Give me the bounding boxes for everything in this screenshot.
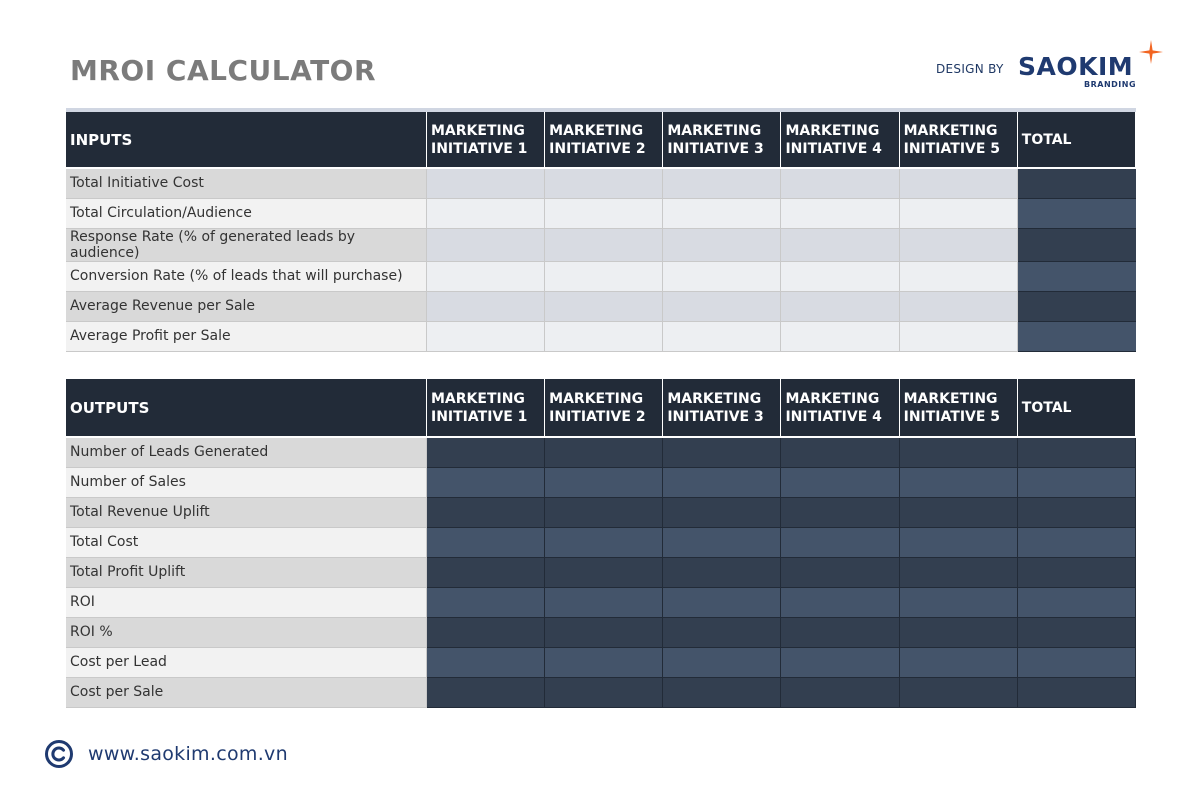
inputs-cell-mi5[interactable]	[899, 198, 1017, 228]
outputs-header-row	[66, 379, 1136, 437]
outputs-row	[66, 467, 1136, 497]
star-icon	[1139, 40, 1163, 64]
outputs-header-label: OUTPUTS	[66, 379, 427, 437]
inputs-row-label: Total Circulation/Audience	[66, 198, 427, 228]
inputs-cell-mi4[interactable]	[781, 261, 899, 291]
inputs-cell-total[interactable]	[1017, 261, 1135, 291]
outputs-cell-mi5[interactable]	[899, 467, 1017, 497]
outputs-row-label: ROI	[66, 587, 427, 617]
outputs-row-label: Cost per Sale	[66, 677, 427, 707]
outputs-cell-mi3[interactable]	[663, 587, 781, 617]
outputs-cell-total[interactable]	[1017, 527, 1135, 557]
outputs-cell-total[interactable]	[1017, 617, 1135, 647]
inputs-row-label: Response Rate (% of generated leads by audience)	[66, 228, 427, 261]
outputs-row-label: Total Cost	[66, 527, 427, 557]
outputs-header-mi5: MARKETING INITIATIVE 5	[899, 379, 1017, 437]
outputs-row	[66, 437, 1136, 467]
outputs-cell-mi5[interactable]	[899, 527, 1017, 557]
design-by-label: DESIGN BY	[936, 62, 1004, 76]
inputs-cell-mi1[interactable]	[427, 291, 545, 321]
inputs-cell-mi3[interactable]	[663, 228, 781, 261]
outputs-cell-mi2[interactable]	[545, 467, 663, 497]
inputs-cell-total[interactable]	[1017, 228, 1135, 261]
outputs-cell-mi2[interactable]	[545, 617, 663, 647]
inputs-cell-mi4[interactable]	[781, 321, 899, 351]
copyright-icon	[44, 739, 74, 769]
inputs-cell-total[interactable]	[1017, 198, 1135, 228]
inputs-cell-mi1[interactable]	[427, 198, 545, 228]
outputs-cell-mi4[interactable]	[781, 527, 899, 557]
outputs-row-label: Number of Sales	[66, 467, 427, 497]
inputs-row	[66, 168, 1136, 198]
inputs-cell-mi5[interactable]	[899, 168, 1017, 198]
inputs-table	[66, 108, 1136, 352]
inputs-cell-mi2[interactable]	[545, 198, 663, 228]
inputs-row-label: Average Revenue per Sale	[66, 291, 427, 321]
outputs-cell-mi2[interactable]	[545, 497, 663, 527]
inputs-cell-mi3[interactable]	[663, 198, 781, 228]
inputs-header-mi1: MARKETING INITIATIVE 1	[427, 110, 545, 168]
outputs-cell-mi4[interactable]	[781, 437, 899, 467]
inputs-row-label: Total Initiative Cost	[66, 168, 427, 198]
outputs-header-mi2: MARKETING INITIATIVE 2	[545, 379, 663, 437]
outputs-row-label: Number of Leads Generated	[66, 437, 427, 467]
outputs-cell-mi2[interactable]	[545, 527, 663, 557]
outputs-cell-total[interactable]	[1017, 467, 1135, 497]
outputs-header-mi3: MARKETING INITIATIVE 3	[663, 379, 781, 437]
inputs-header-total: TOTAL	[1017, 110, 1135, 168]
inputs-header-mi4: MARKETING INITIATIVE 4	[781, 110, 899, 168]
inputs-cell-mi2[interactable]	[545, 321, 663, 351]
outputs-cell-mi3[interactable]	[663, 647, 781, 677]
outputs-row-label: ROI %	[66, 617, 427, 647]
outputs-table	[66, 379, 1136, 708]
outputs-cell-mi3[interactable]	[663, 677, 781, 707]
inputs-cell-total[interactable]	[1017, 168, 1135, 198]
outputs-cell-mi5[interactable]	[899, 497, 1017, 527]
inputs-header-mi3: MARKETING INITIATIVE 3	[663, 110, 781, 168]
outputs-header-mi1: MARKETING INITIATIVE 1	[427, 379, 545, 437]
outputs-cell-mi1[interactable]	[427, 677, 545, 707]
inputs-header-label: INPUTS	[66, 110, 427, 168]
outputs-cell-mi5[interactable]	[899, 647, 1017, 677]
inputs-cell-mi3[interactable]	[663, 261, 781, 291]
inputs-cell-mi5[interactable]	[899, 228, 1017, 261]
brand-name: SAOKIM	[1018, 52, 1134, 81]
inputs-row	[66, 321, 1136, 351]
outputs-row	[66, 557, 1136, 587]
inputs-cell-mi4[interactable]	[781, 198, 899, 228]
outputs-cell-mi4[interactable]	[781, 497, 899, 527]
inputs-row-label: Average Profit per Sale	[66, 321, 427, 351]
inputs-cell-mi2[interactable]	[545, 168, 663, 198]
inputs-row	[66, 261, 1136, 291]
outputs-row	[66, 677, 1136, 707]
outputs-cell-mi1[interactable]	[427, 617, 545, 647]
outputs-cell-mi5[interactable]	[899, 557, 1017, 587]
outputs-cell-mi2[interactable]	[545, 557, 663, 587]
outputs-row-label: Cost per Lead	[66, 647, 427, 677]
inputs-header-row	[66, 110, 1136, 168]
inputs-row	[66, 291, 1136, 321]
outputs-cell-mi2[interactable]	[545, 647, 663, 677]
inputs-cell-mi4[interactable]	[781, 228, 899, 261]
inputs-cell-mi5[interactable]	[899, 291, 1017, 321]
inputs-row	[66, 228, 1136, 261]
outputs-row	[66, 647, 1136, 677]
brand-logo	[936, 40, 1166, 100]
outputs-cell-mi4[interactable]	[781, 647, 899, 677]
outputs-cell-mi1[interactable]	[427, 497, 545, 527]
outputs-cell-mi5[interactable]	[899, 437, 1017, 467]
outputs-cell-mi5[interactable]	[899, 617, 1017, 647]
inputs-cell-mi1[interactable]	[427, 261, 545, 291]
outputs-cell-total[interactable]	[1017, 677, 1135, 707]
outputs-cell-mi3[interactable]	[663, 437, 781, 467]
inputs-cell-mi2[interactable]	[545, 228, 663, 261]
inputs-cell-mi5[interactable]	[899, 321, 1017, 351]
inputs-cell-mi3[interactable]	[663, 168, 781, 198]
outputs-cell-mi3[interactable]	[663, 497, 781, 527]
inputs-row-label: Conversion Rate (% of leads that will purchase)	[66, 261, 427, 291]
outputs-cell-mi1[interactable]	[427, 437, 545, 467]
outputs-cell-mi1[interactable]	[427, 557, 545, 587]
inputs-cell-mi5[interactable]	[899, 261, 1017, 291]
outputs-cell-mi1[interactable]	[427, 527, 545, 557]
inputs-header-mi5: MARKETING INITIATIVE 5	[899, 110, 1017, 168]
outputs-cell-mi4[interactable]	[781, 467, 899, 497]
inputs-cell-mi3[interactable]	[663, 321, 781, 351]
outputs-cell-total[interactable]	[1017, 587, 1135, 617]
inputs-cell-total[interactable]	[1017, 321, 1135, 351]
footer	[44, 738, 288, 770]
outputs-cell-mi1[interactable]	[427, 467, 545, 497]
outputs-cell-mi2[interactable]	[545, 677, 663, 707]
outputs-cell-mi2[interactable]	[545, 437, 663, 467]
brand-subtitle: BRANDING	[1084, 80, 1137, 89]
outputs-cell-total[interactable]	[1017, 437, 1135, 467]
outputs-cell-mi4[interactable]	[781, 617, 899, 647]
website-link[interactable]: www.saokim.com.vn	[88, 743, 288, 765]
inputs-cell-mi3[interactable]	[663, 291, 781, 321]
outputs-cell-total[interactable]	[1017, 647, 1135, 677]
outputs-cell-mi3[interactable]	[663, 557, 781, 587]
inputs-cell-mi2[interactable]	[545, 261, 663, 291]
inputs-cell-mi1[interactable]	[427, 168, 545, 198]
inputs-cell-mi1[interactable]	[427, 321, 545, 351]
outputs-cell-total[interactable]	[1017, 497, 1135, 527]
outputs-cell-mi4[interactable]	[781, 587, 899, 617]
inputs-row	[66, 198, 1136, 228]
outputs-row	[66, 527, 1136, 557]
outputs-header-mi4: MARKETING INITIATIVE 4	[781, 379, 899, 437]
outputs-row	[66, 587, 1136, 617]
outputs-cell-mi1[interactable]	[427, 647, 545, 677]
outputs-cell-mi4[interactable]	[781, 677, 899, 707]
inputs-cell-mi2[interactable]	[545, 291, 663, 321]
outputs-cell-mi3[interactable]	[663, 527, 781, 557]
inputs-cell-mi4[interactable]	[781, 291, 899, 321]
outputs-row-label: Total Revenue Uplift	[66, 497, 427, 527]
inputs-cell-mi4[interactable]	[781, 168, 899, 198]
outputs-cell-mi3[interactable]	[663, 467, 781, 497]
outputs-header-total: TOTAL	[1017, 379, 1135, 437]
outputs-row	[66, 497, 1136, 527]
page-title: MROI CALCULATOR	[70, 54, 377, 87]
inputs-cell-total[interactable]	[1017, 291, 1135, 321]
outputs-cell-mi4[interactable]	[781, 557, 899, 587]
outputs-cell-mi5[interactable]	[899, 587, 1017, 617]
outputs-cell-total[interactable]	[1017, 557, 1135, 587]
outputs-cell-mi3[interactable]	[663, 617, 781, 647]
outputs-row	[66, 617, 1136, 647]
outputs-cell-mi1[interactable]	[427, 587, 545, 617]
inputs-cell-mi1[interactable]	[427, 228, 545, 261]
outputs-cell-mi2[interactable]	[545, 587, 663, 617]
outputs-cell-mi5[interactable]	[899, 677, 1017, 707]
outputs-row-label: Total Profit Uplift	[66, 557, 427, 587]
inputs-header-mi2: MARKETING INITIATIVE 2	[545, 110, 663, 168]
